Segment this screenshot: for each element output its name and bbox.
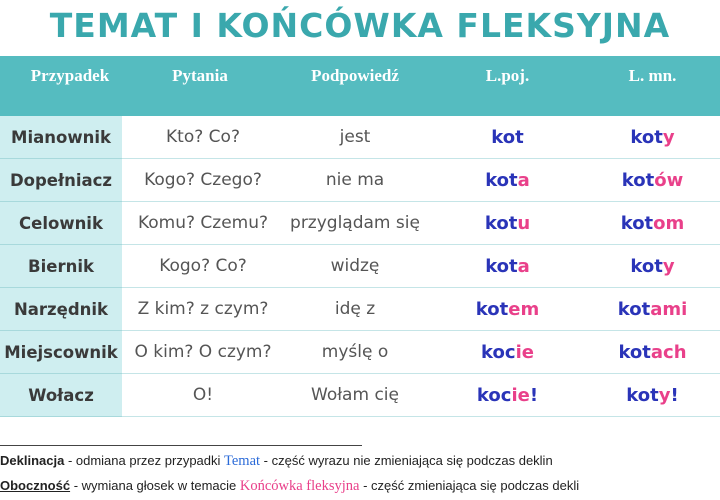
case-name: Dopełniacz	[0, 159, 122, 202]
singular-form	[440, 116, 575, 159]
case-name: Mianownik	[0, 116, 122, 159]
question-cell: Kto? Co?	[166, 127, 240, 147]
word-ending: ie	[511, 385, 530, 406]
word-stem: kot	[484, 213, 518, 234]
word-ending: y	[662, 256, 675, 277]
word-ending: om	[653, 213, 685, 234]
header-hint: Podpowiedź	[311, 66, 399, 85]
word-stem: koc	[476, 385, 512, 406]
word-ending: a	[517, 256, 530, 277]
word-ending: u	[517, 213, 531, 234]
case-name: Wołacz	[0, 374, 122, 417]
footnote-divider	[0, 445, 362, 446]
header-questions: Pytania	[172, 66, 228, 85]
plural-form	[585, 245, 720, 288]
hint-cell: nie ma	[325, 170, 385, 190]
singular-form	[440, 331, 575, 374]
header-plural: L. mn.	[628, 66, 677, 85]
word-suffix: !	[670, 385, 679, 406]
plural-form	[585, 202, 720, 245]
word-ending: em	[508, 299, 540, 320]
word-ending: y	[662, 127, 675, 148]
singular-form	[440, 374, 575, 417]
term-deklinacja: Deklinacja	[0, 453, 65, 468]
term-obocznosc: Oboczność	[0, 478, 71, 493]
question-cell: Z kim? z czym?	[137, 299, 269, 319]
hint-cell: myślę o	[321, 342, 389, 362]
word-ending: a	[517, 170, 530, 191]
word-stem: kot	[630, 127, 663, 148]
definition-text: - odmiana przez przypadki	[64, 453, 225, 468]
singular-form	[440, 245, 575, 288]
header-case: Przypadek	[30, 66, 110, 85]
hint-cell: Wołam cię	[311, 385, 399, 405]
hint-cell: idę z	[334, 299, 376, 319]
word-stem: kot	[620, 213, 654, 234]
word-stem: koc	[481, 342, 516, 363]
plural-form	[585, 331, 720, 374]
word-stem: kot	[485, 256, 518, 277]
hint-cell: przyglądam się	[290, 213, 420, 233]
question-cell: Komu? Czemu?	[137, 213, 269, 233]
case-name: Celownik	[0, 202, 122, 245]
word-stem: kot	[485, 170, 518, 191]
case-name: Narzędnik	[0, 288, 122, 331]
hint-cell: jest	[339, 127, 371, 147]
word-stem: kot	[621, 170, 655, 191]
plural-form	[585, 288, 720, 331]
plural-form	[585, 159, 720, 202]
word-stem: kot	[491, 127, 524, 148]
term-koncowka: Końcówka fleksyjna	[239, 478, 360, 494]
page-title: TEMAT I KOŃCÓWKA FLEKSYJNA	[49, 6, 671, 45]
singular-form	[440, 288, 575, 331]
hint-cell: widzę	[330, 256, 380, 276]
header-singular: L.poj.	[485, 66, 530, 85]
word-ending: ami	[650, 299, 688, 320]
footnote-line-2	[0, 478, 579, 495]
word-stem: kot	[617, 299, 651, 320]
definition-text: - wymiana głosek w temacie	[70, 478, 240, 493]
question-cell: O!	[192, 385, 214, 405]
word-stem: kot	[630, 256, 663, 277]
question-cell: Kogo? Co?	[159, 256, 247, 276]
question-cell: O kim? O czym?	[134, 342, 272, 362]
case-name: Biernik	[0, 245, 122, 288]
question-cell: Kogo? Czego?	[144, 170, 262, 190]
word-suffix: !	[529, 385, 539, 406]
singular-form	[440, 159, 575, 202]
term-temat: Temat	[224, 453, 261, 469]
definition-text: - część wyrazu nie zmieniająca się podczas deklin	[260, 453, 553, 468]
plural-form	[585, 374, 720, 417]
word-ending: ów	[654, 170, 684, 191]
word-stem: kot	[618, 342, 651, 363]
word-ending: ach	[650, 342, 687, 363]
definition-text: - część zmieniająca się podczas dekli	[359, 478, 580, 493]
plural-form	[585, 116, 720, 159]
footnote-line-1	[0, 453, 553, 470]
word-ending: ie	[515, 342, 534, 363]
case-name: Miejscownik	[0, 331, 122, 374]
word-ending: y	[658, 385, 671, 406]
word-stem: kot	[626, 385, 659, 406]
singular-form	[440, 202, 575, 245]
word-stem: kot	[475, 299, 509, 320]
